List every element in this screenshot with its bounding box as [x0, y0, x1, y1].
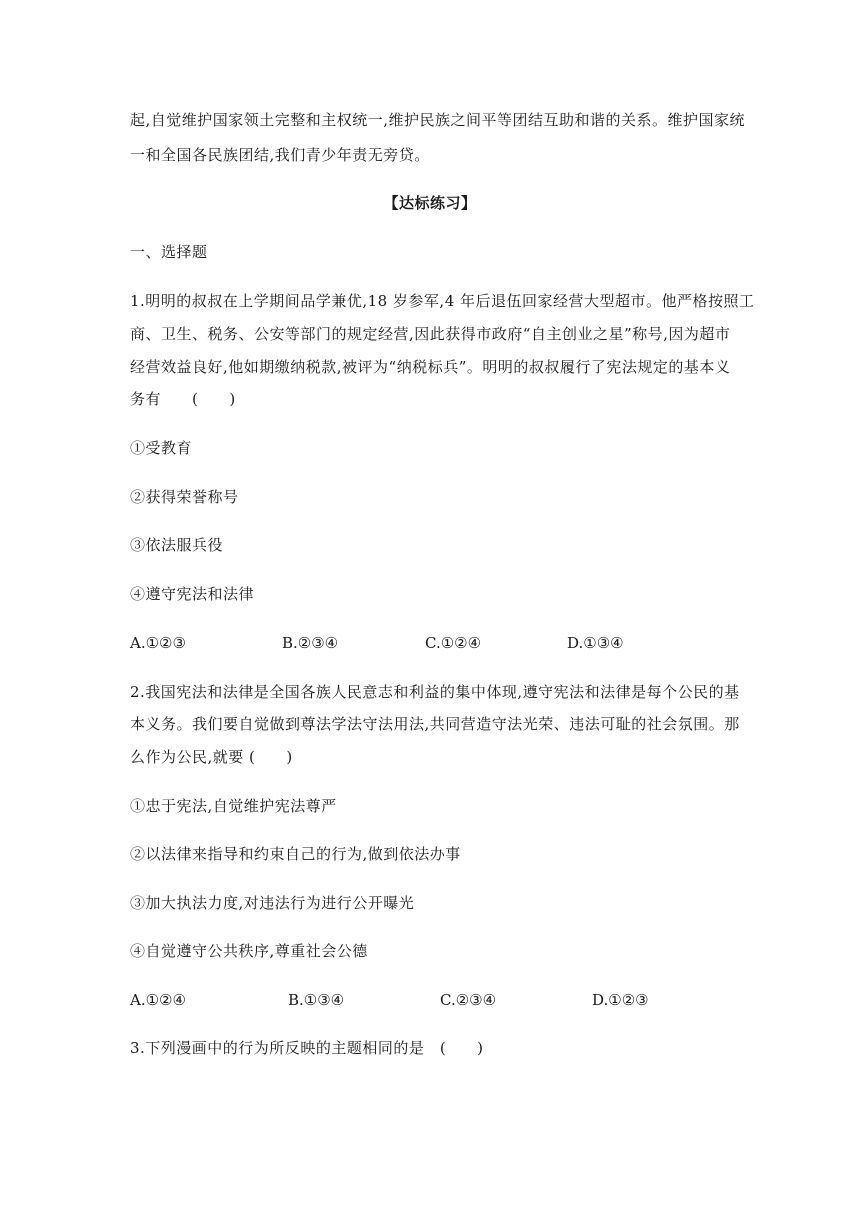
- question-2-option-c[interactable]: C.②③④: [440, 991, 497, 1009]
- question-2-item: ④自觉遵守公共秩序,尊重社会公德: [130, 942, 368, 960]
- question-2-item: ③加大执法力度,对违法行为进行公开曝光: [130, 894, 415, 912]
- question-1-item: ③依法服兵役: [130, 536, 224, 554]
- question-1-item: ④遵守宪法和法律: [130, 585, 255, 603]
- question-3-stem-line: 3.下列漫画中的行为所反映的主题相同的是 ( ): [130, 1039, 484, 1057]
- question-1-stem-line: 1.明明的叔叔在上学期间品学兼优,18 岁参军,4 年后退伍回家经营大型超市。他严格按照工: [130, 292, 755, 310]
- question-1-option-c[interactable]: C.①②④: [425, 634, 482, 652]
- question-2-stem-line: 2.我国宪法和法律是全国各族人民意志和利益的集中体现,遵守宪法和法律是每个公民的基: [130, 683, 740, 701]
- question-2-option-a[interactable]: A.①②④: [130, 991, 186, 1009]
- question-1-item: ①受教育: [130, 439, 193, 457]
- question-1-stem-line: 商、卫生、税务、公安等部门的规定经营,因此获得市政府“自主创业之星”称号,因为超市: [130, 325, 731, 343]
- question-1-option-b[interactable]: B.②③④: [282, 634, 339, 652]
- part-title: 一、选择题: [130, 243, 208, 261]
- question-1-stem-line: 经营效益良好,他如期缴纳税款,被评为“纳税标兵”。明明的叔叔履行了宪法规定的基本义: [130, 358, 731, 376]
- question-1-item: ②获得荣誉称号: [130, 488, 239, 506]
- question-2-option-b[interactable]: B.①③④: [288, 991, 345, 1009]
- question-1-stem-line: 务有 ( ): [130, 390, 236, 408]
- section-title: 【达标练习】: [383, 194, 477, 212]
- question-2-item: ②以法律来指导和约束自己的行为,做到依法办事: [130, 845, 461, 863]
- intro-line-1: 起,自觉维护国家领土完整和主权统一,维护民族之间平等团结互助和谐的关系。维护国家统: [130, 111, 746, 129]
- question-2-stem-line: 么作为公民,就要 ( ): [130, 748, 293, 766]
- intro-line-2: 一和全国各民族团结,我们青少年责无旁贷。: [130, 146, 430, 164]
- question-2-option-d[interactable]: D.①②③: [592, 991, 649, 1009]
- question-1-option-d[interactable]: D.①③④: [567, 634, 624, 652]
- question-2-item: ①忠于宪法,自觉维护宪法尊严: [130, 797, 337, 815]
- question-2-stem-line: 本义务。我们要自觉做到尊法学法守法用法,共同营造守法光荣、违法可耻的社会氛围。那: [130, 715, 740, 733]
- question-1-option-a[interactable]: A.①②③: [130, 634, 186, 652]
